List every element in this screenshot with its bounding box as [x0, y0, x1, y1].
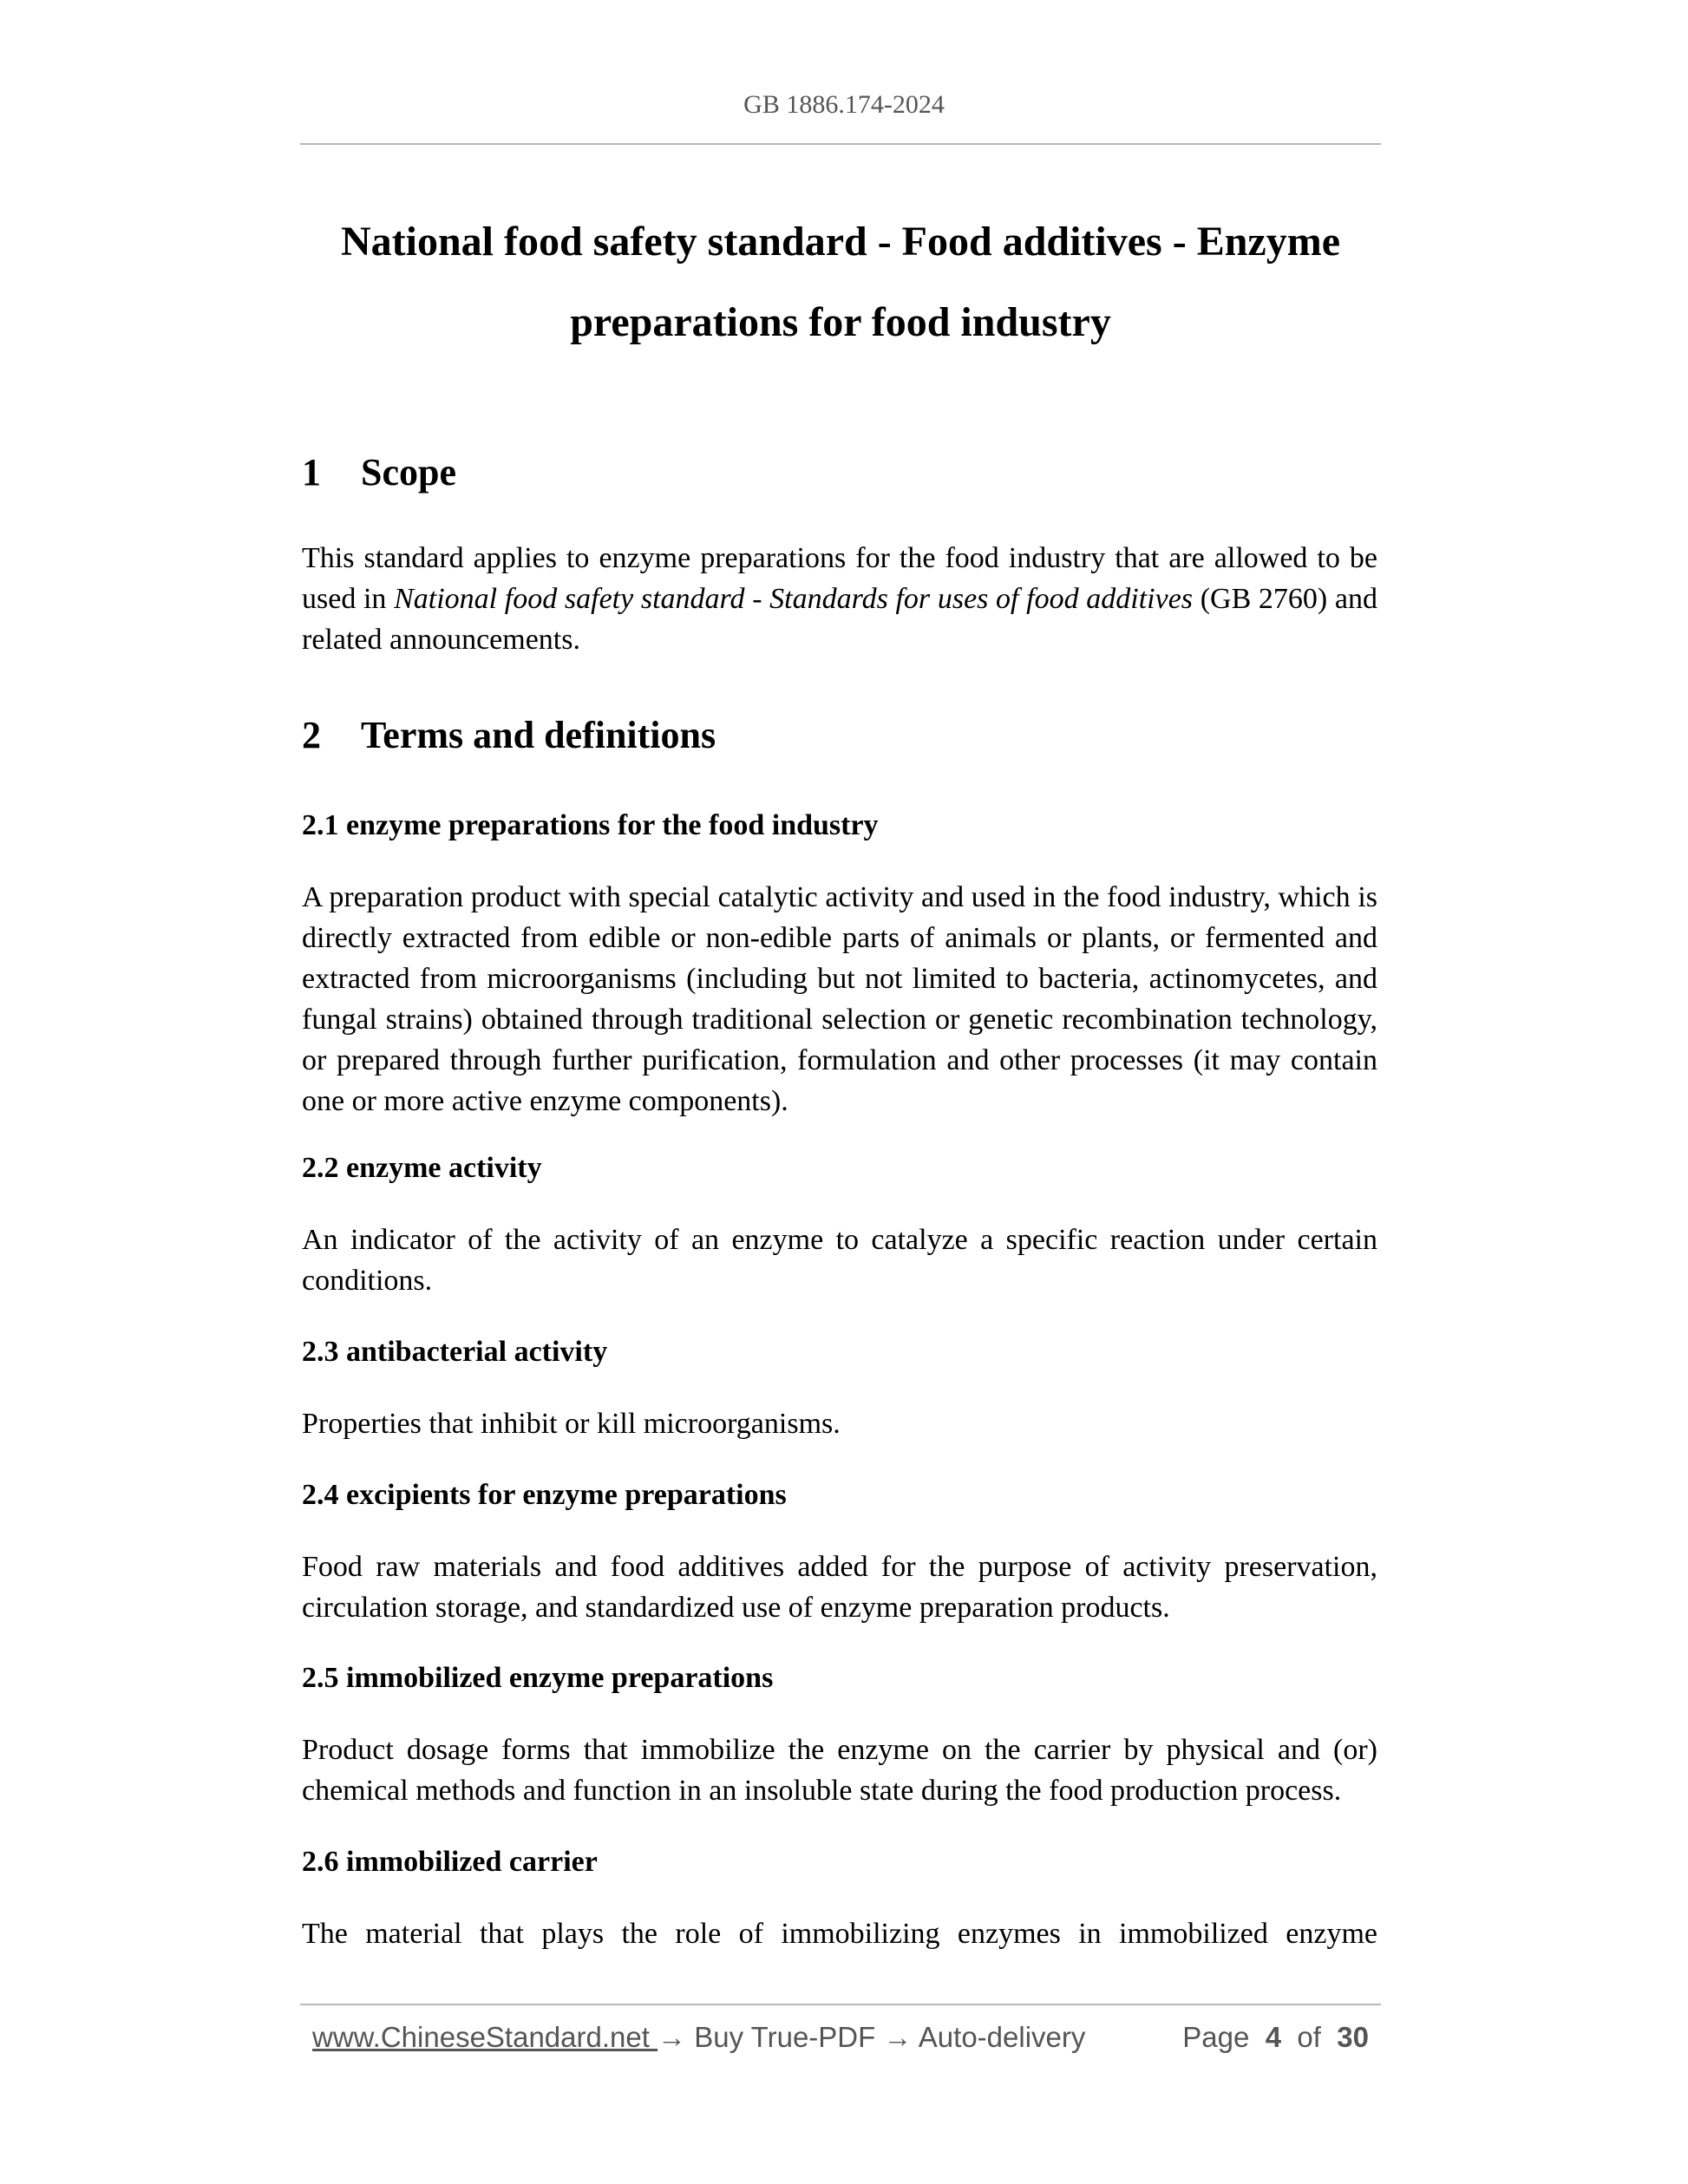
of-label: of	[1297, 2021, 1321, 2053]
term-2-5-heading: 2.5 immobilized enzyme preparations	[302, 1662, 774, 1694]
section-1-heading	[302, 447, 456, 499]
referenced-standard-title: National food safety standard - Standards for uses of food additives	[394, 583, 1194, 615]
term-2-1-definition: A preparation product with special catalytic activity and used in the food industry, which is directly extracted from edible or non-edible parts of animals or plants, or fermented and extracted from microorganisms (including but not limited to bacteria, actinomycetes, and fungal strains) obtained through traditional selection or genetic recombination technology, or prepared through further purification, formulation and other processes (it may contain one or more active enzyme components).	[302, 881, 1377, 1117]
section-title: Scope	[361, 451, 456, 494]
document-title: National food safety standard - Food additives - Enzyme preparations for food industry	[340, 219, 1341, 345]
term-2-6-heading: 2.6 immobilized carrier	[302, 1846, 598, 1878]
current-page-number: 4	[1265, 2021, 1282, 2053]
scope-text-end: (GB 2760) and related announcements.	[302, 583, 1377, 656]
page-indicator	[1182, 2021, 1369, 2054]
section-title: Terms and definitions	[361, 714, 716, 756]
page-label: Page	[1182, 2021, 1250, 2053]
term-2-2-definition: An indicator of the activity of an enzyme to catalyze a specific reaction under certain conditions.	[302, 1224, 1377, 1297]
section-2-heading	[302, 709, 716, 762]
term-2-3-definition: Properties that inhibit or kill microorganisms.	[302, 1408, 841, 1440]
scope-paragraph	[302, 538, 1377, 660]
term-2-6-definition: The material that plays the role of immobilizing enzymes in immobilized enzyme	[302, 1918, 1377, 1950]
term-2-2-heading: 2.2 enzyme activity	[302, 1152, 542, 1184]
term-2-3-heading: 2.3 antibacterial activity	[302, 1336, 608, 1368]
term-2-4-definition: Food raw materials and food additives added for the purpose of activity preservation, circulation storage, and standardized use of enzyme preparation products.	[302, 1551, 1377, 1624]
section-number: 2	[302, 714, 321, 756]
scope-text-start: This standard applies to enzyme preparations for the food industry that are allowed to be used in	[302, 542, 1377, 615]
header-divider	[300, 143, 1381, 145]
footer-divider	[300, 2004, 1381, 2005]
section-number: 1	[302, 451, 321, 494]
term-2-4-heading: 2.4 excipients for enzyme preparations	[302, 1479, 787, 1511]
page-footer	[300, 2021, 1381, 2064]
term-2-1-heading: 2.1 enzyme preparations for the food industry	[302, 809, 879, 841]
standard-code-header: GB 1886.174-2024	[743, 90, 945, 119]
footer-promo	[312, 2021, 1085, 2054]
term-2-5-definition: Product dosage forms that immobilize the enzyme on the carrier by physical and (or) chemical methods and function in an insoluble state during the food production process.	[302, 1734, 1377, 1807]
footer-tagline: → Buy True-PDF → Auto-delivery	[658, 2021, 1086, 2053]
site-link[interactable]: www.ChineseStandard.net	[312, 2021, 658, 2053]
total-pages: 30	[1337, 2021, 1369, 2053]
